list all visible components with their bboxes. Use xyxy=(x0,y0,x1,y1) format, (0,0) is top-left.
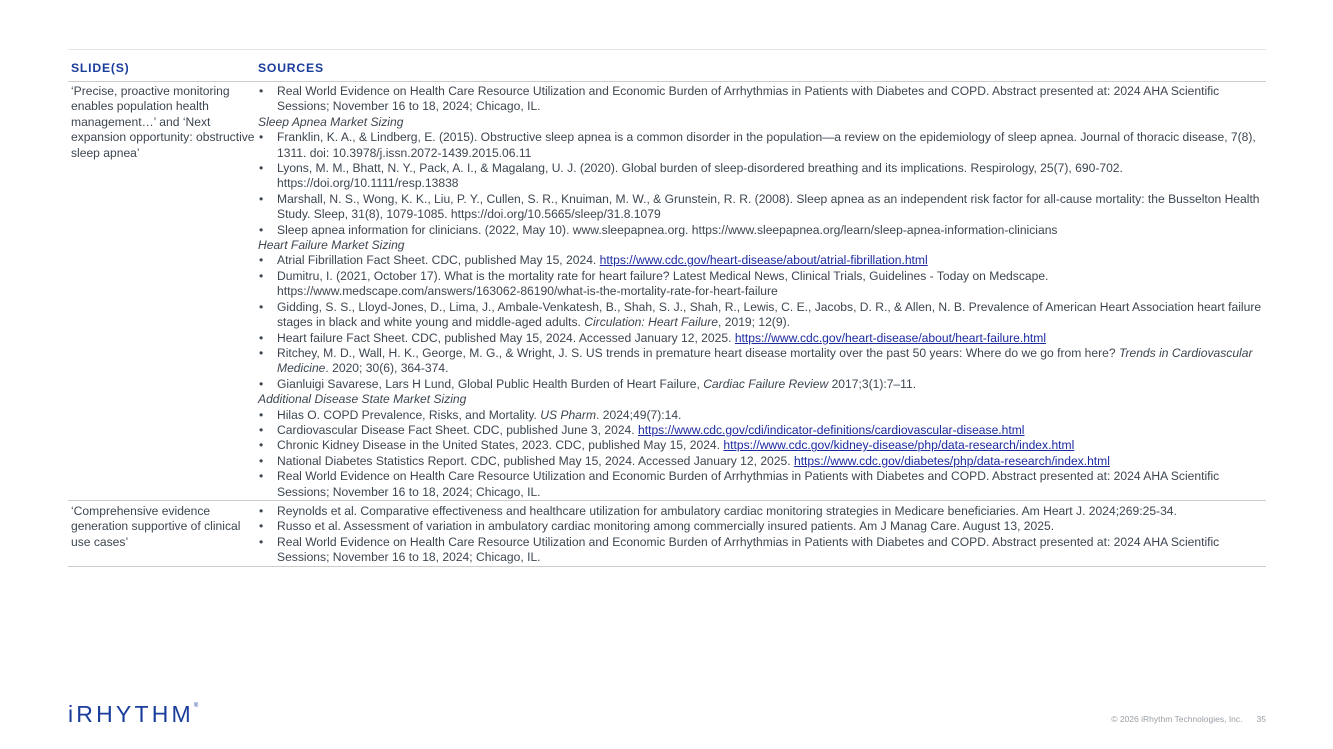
page-footer xyxy=(1111,714,1266,724)
irhythm-logo xyxy=(68,701,198,728)
sources-cell xyxy=(255,500,1266,566)
heart-failure-fact-sheet-link[interactable]: https://www.cdc.gov/heart-disease/about/heart-failure.html xyxy=(734,330,1047,345)
afib-fact-sheet-link[interactable]: https://www.cdc.gov/heart-disease/about/atrial-fibrillation.html xyxy=(599,253,928,268)
reference-item xyxy=(258,253,1266,268)
slides-column-header: SLIDE(S) xyxy=(68,57,255,82)
reference-item xyxy=(258,454,1266,469)
reference-text: Hilas O. COPD Prevalence, Risks, and Mortality. xyxy=(277,407,541,422)
journal-title: Circulation: Heart Failure xyxy=(584,315,719,330)
reference-list xyxy=(258,504,1266,566)
diabetes-report-link[interactable]: https://www.cdc.gov/diabetes/php/data-research/index.html xyxy=(793,453,1110,468)
reference-text: . 2020; 30(6), 364-374. xyxy=(325,361,449,376)
reference-item xyxy=(258,423,1266,438)
trademark-symbol: ® xyxy=(193,703,199,709)
reference-text: National Diabetes Statistics Report. CDC, published May 15, 2024. Accessed January 12, 2025. xyxy=(277,453,794,468)
section-heading-heart-failure: Heart Failure Market Sizing xyxy=(258,238,405,253)
reference-item: • Reynolds et al. Comparative effectiveness and healthcare utilization for ambulatory cardiac monitoring strategies in Medicare beneficiaries. Am Heart J. 2024;269:25-34. xyxy=(258,504,1266,519)
reference-item: • Russo et al. Assessment of variation in ambulatory cardiac monitoring among commercially insured patients. Am J Manag Care. August 13, 2025. xyxy=(258,519,1266,534)
reference-text: Chronic Kidney Disease in the United States, 2023. CDC, published May 15, 2024. xyxy=(277,438,724,453)
reference-text: , 2019; 12(9). xyxy=(718,315,790,330)
table-header-row xyxy=(68,57,1266,82)
kidney-disease-link[interactable]: https://www.cdc.gov/kidney-disease/php/data-research/index.html xyxy=(723,438,1075,453)
reference-text: Atrial Fibrillation Fact Sheet. CDC, published May 15, 2024. xyxy=(277,253,600,268)
sources-column-header: SOURCES xyxy=(255,57,1266,82)
cardiovascular-fact-sheet-link[interactable]: https://www.cdc.gov/cdi/indicator-definitions/cardiovascular-disease.html xyxy=(638,422,1025,437)
reference-text: Ritchey, M. D., Wall, H. K., George, M. G., & Wright, J. S. US trends in premature heart disease mortality over the past 50 years: Where do we go from here? xyxy=(277,345,1119,360)
reference-item: • Dumitru, I. (2021, October 17). What is the mortality rate for heart failure? Latest Medical News, Clinical Trials, Guidelines - Today on Medscape. https://www.medscape.com/answers/163062-86190/what-is-the-mortality-rate-for-heart-failure xyxy=(258,269,1266,300)
reference-item: • Marshall, N. S., Wong, K. K., Liu, P. Y., Cullen, S. R., Knuiman, M. W., & Grunstein, R. R. (2008). Sleep apnea as an independent risk factor for all-cause mortality: the Busselton Health Study. Sleep, 31(8), 1079-1085. https://doi.org/10.5665/sleep/31.8.1079 xyxy=(258,192,1266,223)
slide-title-cell: ‘Comprehensive evidence generation supportive of clinical use cases’ xyxy=(68,500,255,566)
reference-item xyxy=(258,346,1266,377)
reference-item: • Sleep apnea information for clinicians. (2022, May 10). www.sleepapnea.org. https://www.sleepapnea.org/learn/sleep-apnea-information-clinicians xyxy=(258,223,1266,238)
slide-title-cell: ‘Precise, proactive monitoring enables population health management…’ and ‘Next expansion opportunity: obstructive sleep apnea’ xyxy=(68,82,255,501)
sources-table xyxy=(68,57,1266,567)
reference-text: Gidding, S. S., Lloyd-Jones, D., Lima, J., Ambale-Venkatesh, B., Shah, S. J., Shah, R., Lewis, C. E., Jacobs, D. R., & Allen, N. B. Prevalence of American Heart Association heart failure stages in black and white young and middle-aged adults. xyxy=(277,299,1262,330)
reference-item: • Franklin, K. A., & Lindberg, E. (2015). Obstructive sleep apnea is a common disorder in the population—a review on the epidemiology of sleep apnea. Journal of thoracic disease, 7(8), 1311. doi: 10.3978/j.issn.2072-1439.2015.06.11 xyxy=(258,130,1266,161)
reference-item: • Real World Evidence on Health Care Resource Utilization and Economic Burden of Arrhythmias in Patients with Diabetes and COPD. Abstract presented at: 2024 AHA Scientific Sessions; November 16 to 18, 2024; Chicago, IL. xyxy=(258,535,1266,566)
sources-cell xyxy=(255,82,1266,501)
top-divider xyxy=(68,49,1266,50)
table-row xyxy=(68,500,1266,566)
reference-text: . 2024;49(7):14. xyxy=(596,407,682,422)
reference-list xyxy=(258,130,1266,238)
reference-item xyxy=(258,377,1266,392)
reference-list xyxy=(258,253,1266,392)
logo-wordmark: iRHYTHM xyxy=(68,701,194,727)
section-heading-additional-disease: Additional Disease State Market Sizing xyxy=(258,392,467,407)
reference-list xyxy=(258,84,1266,115)
copyright-text: © 2026 iRhythm Technologies, Inc. xyxy=(1111,714,1243,724)
journal-title: Trends in Cardiovascular Medicine xyxy=(277,345,1253,376)
reference-item: • Real World Evidence on Health Care Resource Utilization and Economic Burden of Arrhythmias in Patients with Diabetes and COPD. Abstract presented at: 2024 AHA Scientific Sessions; November 16 to 18, 2024; Chicago, IL. xyxy=(258,469,1266,500)
reference-item xyxy=(258,331,1266,346)
journal-title: Cardiac Failure Review xyxy=(703,376,829,391)
reference-text: Cardiovascular Disease Fact Sheet. CDC, published June 3, 2024. xyxy=(277,422,638,437)
reference-item: • Real World Evidence on Health Care Resource Utilization and Economic Burden of Arrhythmias in Patients with Diabetes and COPD. Abstract presented at: 2024 AHA Scientific Sessions; November 16 to 18, 2024; Chicago, IL. xyxy=(258,84,1266,115)
table-row xyxy=(68,82,1266,501)
reference-text: Heart failure Fact Sheet. CDC, published May 15, 2024. Accessed January 12, 2025. xyxy=(277,330,735,345)
section-heading-sleep-apnea: Sleep Apnea Market Sizing xyxy=(258,114,404,129)
page-number: 35 xyxy=(1256,714,1266,724)
reference-text: 2017;3(1):7–11. xyxy=(828,376,917,391)
reference-list xyxy=(258,408,1266,500)
journal-title: US Pharm xyxy=(540,407,597,422)
reference-item: • Lyons, M. M., Bhatt, N. Y., Pack, A. I., & Magalang, U. J. (2020). Global burden of sleep-disordered breathing and its implications. Respirology, 25(7), 690-702. https://doi.org/10.1111/resp.13838 xyxy=(258,161,1266,192)
reference-item xyxy=(258,438,1266,453)
reference-item xyxy=(258,300,1266,331)
reference-text: Gianluigi Savarese, Lars H Lund, Global Public Health Burden of Heart Failure, xyxy=(277,376,704,391)
reference-item xyxy=(258,408,1266,423)
